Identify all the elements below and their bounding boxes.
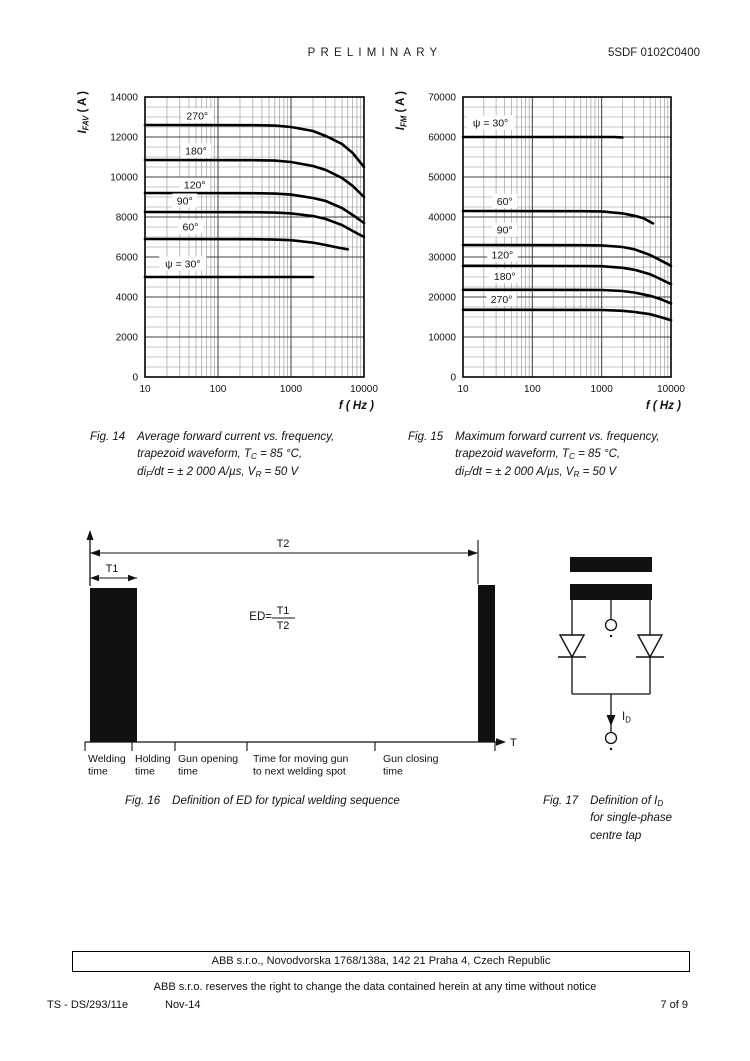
series-label: 90°	[176, 195, 193, 208]
fig15-number: Fig. 15	[408, 431, 444, 443]
x-tick-label: 100	[209, 384, 227, 395]
x-axis-title: f ( Hz )	[645, 400, 681, 412]
y-tick-label: 40000	[428, 212, 456, 224]
y-axis-title: $I_{FAV}$ ( A )	[77, 91, 91, 134]
current-direction-arrowhead	[607, 715, 616, 726]
series-curve-180°	[145, 160, 364, 197]
up-arrowhead	[87, 530, 94, 540]
y-axis-title: $I_{FM}$ ( A )	[395, 91, 409, 131]
y-tick-label: 4000	[115, 292, 138, 304]
x-tick-label: 1000	[279, 384, 303, 395]
fig17-caption-text	[590, 793, 672, 845]
y-tick-label: 6000	[115, 252, 138, 264]
t2-left-arrowhead	[90, 550, 100, 557]
document-number: 5SDF 0102C0400	[607, 47, 700, 59]
time-axis-ticks	[85, 742, 495, 751]
output-terminal-dot	[610, 748, 612, 750]
y-tick-label: 0	[132, 372, 138, 384]
y-tick-label: 70000	[428, 92, 456, 104]
time-axis-label: T	[510, 737, 517, 749]
series-curve-60°	[145, 239, 348, 249]
series-label: 60°	[182, 221, 199, 234]
welding-pulse-bar-2	[478, 585, 495, 742]
fig16-caption	[125, 793, 525, 810]
fig16-caption-text	[172, 793, 400, 810]
series-label: 120°	[183, 179, 206, 192]
segment-label-line: to next welding spot	[253, 765, 346, 778]
t2-right-arrowhead	[468, 550, 478, 557]
t1-right-arrowhead	[128, 575, 137, 581]
segment-label-line: Gun opening	[178, 753, 239, 765]
caption-line: Definition of $I_D$	[590, 795, 664, 809]
diode-left	[560, 635, 584, 657]
segment-label-line: time	[88, 765, 108, 778]
x-tick-label: 10000	[657, 384, 685, 395]
fig17-number: Fig. 17	[543, 795, 579, 807]
caption-line: $di_F/dt$ = ± 2 000 A/µs, $V_R = 50$ V	[455, 465, 617, 479]
t1-label: T1	[105, 563, 119, 575]
welding-pulse-bar-1	[90, 588, 137, 742]
fig15-chart	[391, 85, 698, 420]
time-axis-arrowhead	[496, 738, 506, 746]
fig14-caption	[90, 429, 390, 481]
caption-line: trapezoid waveform, $T_C = 85$ °C,	[137, 448, 303, 462]
ed-formula-numerator: T1	[276, 605, 290, 617]
welding-sequence-diagram	[78, 528, 538, 788]
series-label: 270°	[186, 110, 209, 123]
series-label: 270°	[490, 293, 513, 306]
x-tick-label: 10	[139, 384, 151, 395]
y-tick-label: 14000	[110, 92, 138, 104]
segment-label-line: Welding	[88, 753, 126, 765]
centre-tap-circuit-diagram	[545, 548, 710, 758]
output-current-label: $I_D$	[622, 711, 631, 725]
fig14-chart	[73, 85, 380, 420]
fig17-caption	[543, 793, 723, 845]
y-tick-label: 0	[450, 372, 456, 384]
caption-line: trapezoid waveform, $T_C = 85$ °C,	[455, 448, 621, 462]
series-label: 120°	[491, 249, 514, 262]
x-tick-label: 10000	[350, 384, 378, 395]
t1-left-arrowhead	[90, 575, 99, 581]
x-tick-label: 1000	[590, 384, 613, 395]
ed-formula-prefix: ED=	[249, 611, 272, 623]
footer-disclaimer: ABB s.r.o. reserves the right to change the data contained herein at any time without notice	[153, 981, 597, 993]
series-label: ψ = 30°	[472, 117, 509, 130]
document-date: Nov-14	[165, 999, 201, 1011]
y-tick-label: 30000	[428, 252, 456, 264]
y-tick-label: 8000	[115, 212, 138, 224]
fig14-caption-text	[137, 429, 334, 481]
y-tick-label: 20000	[428, 292, 456, 304]
segment-label-line: Time for moving gun	[253, 753, 349, 765]
fig14-number: Fig. 14	[90, 431, 126, 443]
y-tick-label: 10000	[110, 172, 138, 184]
page-header-title: PRELIMINARY	[307, 47, 443, 59]
series-label: 90°	[496, 224, 513, 237]
series-label: 180°	[493, 271, 516, 284]
series-label: ψ = 30°	[165, 258, 201, 271]
fig15-caption-text	[455, 429, 659, 481]
series-label: 180°	[185, 145, 207, 158]
caption-line: Definition of ED for typical welding sequence	[172, 795, 400, 807]
page-number: 7 of 9	[660, 999, 688, 1011]
output-terminal	[606, 733, 617, 744]
company-address-box: ABB s.r.o., Novodvorska 1768/138a, 142 21 Praha 4, Czech Republic	[72, 951, 690, 972]
centre-tap-terminal-dot	[610, 635, 612, 637]
document-reference: TS - DS/293/11e	[47, 999, 129, 1011]
y-tick-label: 12000	[110, 132, 138, 144]
segment-label-line: time	[135, 765, 155, 778]
y-tick-label: 10000	[428, 332, 456, 344]
series-curve-270°	[463, 310, 671, 320]
fig16-number: Fig. 16	[125, 795, 161, 807]
y-tick-label: 50000	[428, 172, 456, 184]
caption-line: Average forward current vs. frequency,	[137, 431, 335, 443]
grid-minor	[463, 97, 671, 377]
series-label: 60°	[496, 195, 513, 208]
x-axis-title: f ( Hz )	[338, 400, 374, 412]
x-tick-label: 10	[457, 384, 469, 395]
caption-line: $di_F/dt$ = ± 2 000 A/µs, $V_R = 50$ V	[137, 465, 299, 479]
segment-label-line: Gun closing	[383, 753, 439, 765]
segment-label-line: time	[178, 765, 198, 778]
caption-line: Maximum forward current vs. frequency,	[455, 431, 660, 443]
y-tick-label: 2000	[115, 332, 138, 344]
centre-tap-terminal	[606, 620, 617, 631]
y-tick-label: 60000	[428, 132, 456, 144]
t2-label: T2	[276, 538, 290, 550]
x-tick-label: 100	[523, 384, 541, 395]
fig15-caption	[408, 429, 718, 481]
segment-labels	[88, 753, 439, 778]
caption-line: for single-phase	[590, 812, 672, 825]
diode-right	[638, 635, 662, 657]
segment-label-line: time	[383, 765, 403, 778]
segment-label-line: Holding	[135, 753, 171, 765]
transformer-winding-primary	[570, 557, 652, 572]
transformer-winding-secondary	[570, 584, 652, 600]
ed-formula-denominator: T2	[276, 620, 290, 632]
caption-line: centre tap	[590, 829, 642, 842]
series-curve-90°	[145, 212, 364, 237]
